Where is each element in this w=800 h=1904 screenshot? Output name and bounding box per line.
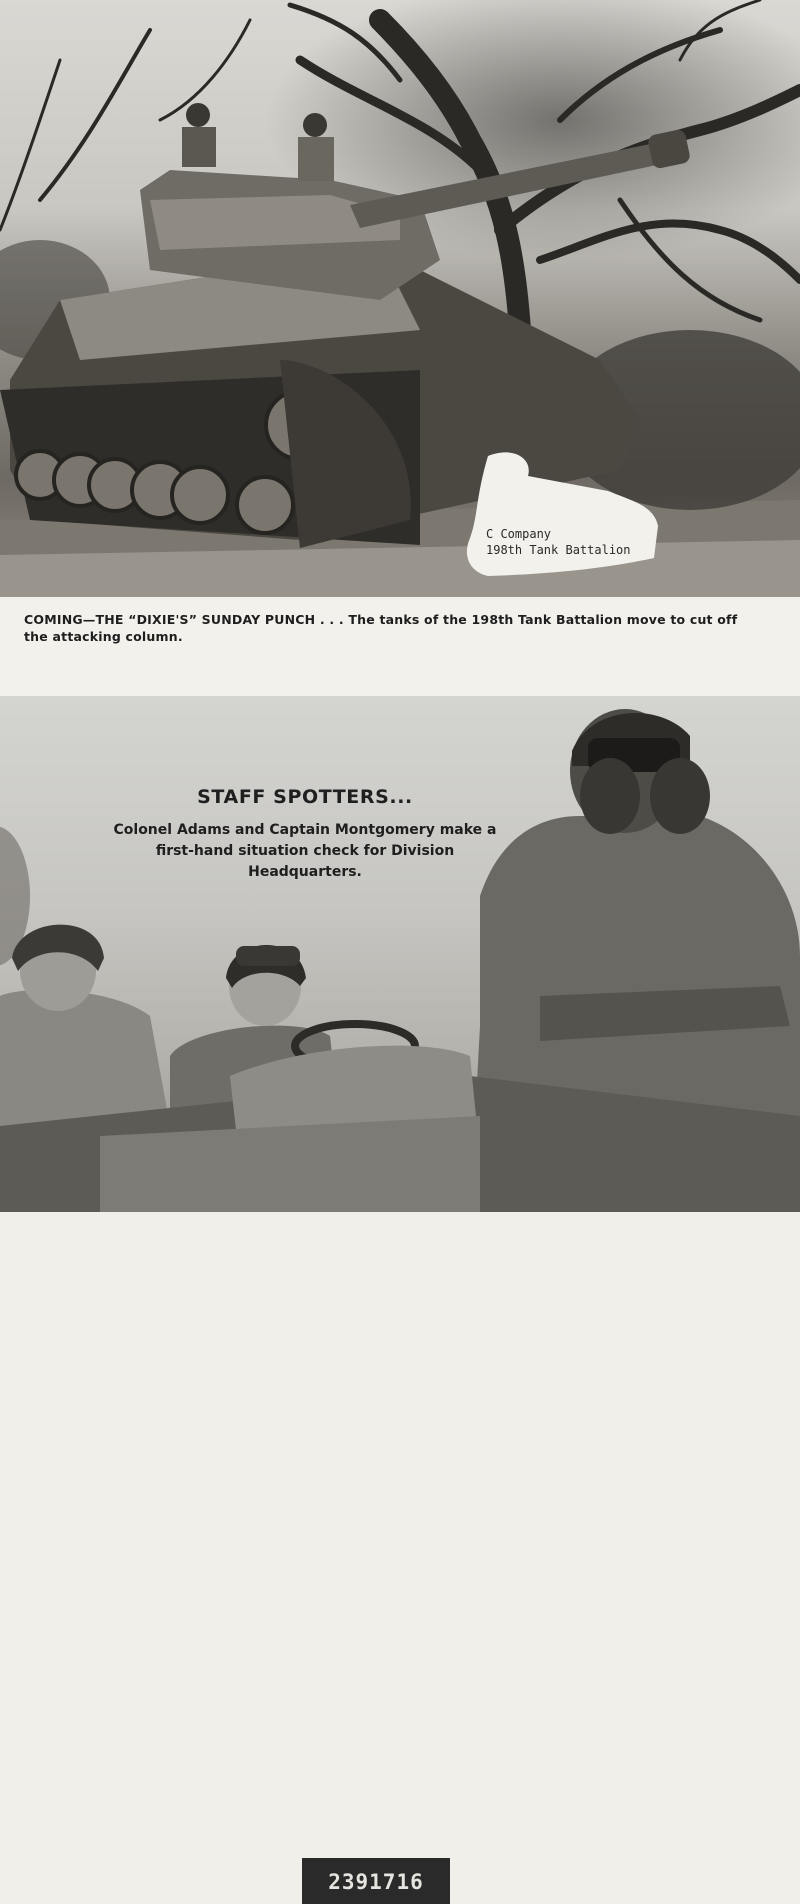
jeep-license-plate [302, 1858, 450, 1904]
tank-photo [0, 0, 800, 597]
tank-silhouette-label [458, 446, 664, 578]
tank-photo-caption: COMING—THE “DIXIE'S” SUNDAY PUNCH . . . The tanks of the 198th Tank Battalion move to cut off the attacking column. [24, 612, 738, 644]
staff-photo-subhead: Colonel Adams and Captain Montgomery make a first-hand situation check for Division Headquarters. [113, 822, 497, 880]
unit-label-battalion: 198th Tank Battalion [486, 543, 631, 557]
unit-label-company: C Company [486, 527, 552, 541]
plate-number: 2391716 [328, 1870, 424, 1894]
unit-label [458, 446, 664, 578]
staff-photo-headline: STAFF SPOTTERS... [197, 786, 413, 808]
tank-photo-illustration [0, 0, 800, 597]
staff-photo [0, 696, 800, 1894]
staff-photo-illustration [0, 696, 800, 1212]
